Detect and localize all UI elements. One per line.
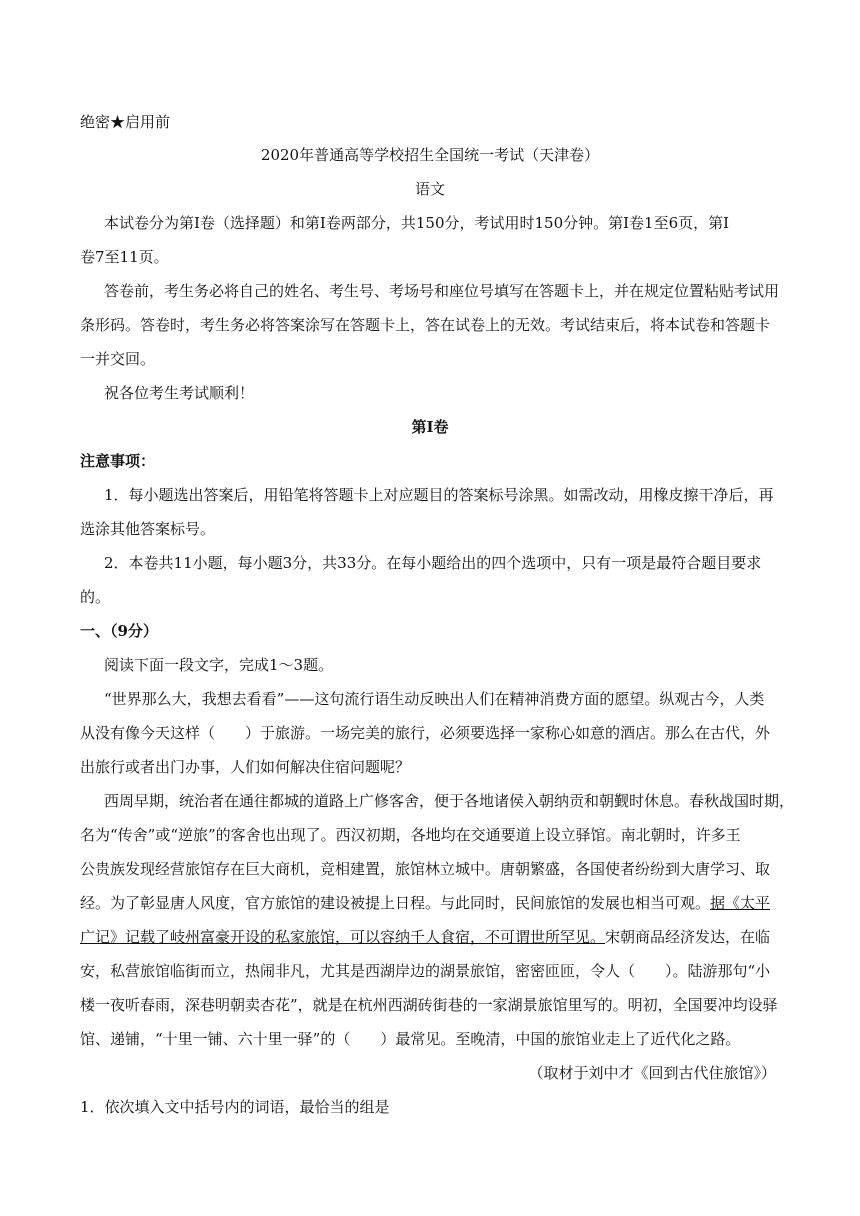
secret-label: 绝密★启用前 [80, 113, 171, 131]
passage-a-line3: 出旅行或者出门办事，人们如何解决住宿问题呢？ [80, 758, 411, 776]
intro-p2-line1: 答卷前，考生务必将自己的姓名、考生号、考场号和座位号填写在答题卡上，并在规定位置粘贴考试用 [104, 282, 780, 300]
question-1: 1．依次填入文中括号内的词语，最恰当的组是 [80, 1098, 390, 1116]
passage-b-line4-text: 经。为了彰显唐人风度，官方旅馆的建设被提上日程。与此同时，民间旅馆的发展也相当可观。 [80, 894, 711, 912]
part1-instruction: 阅读下面一段文字，完成1～3题。 [104, 656, 334, 674]
passage-b-line8: 馆、递铺，“十里一铺、六十里一驿”的（ ）最常见。至晚清，中国的旅馆业走上了近代化之路。 [80, 1030, 741, 1048]
underlined-sentence-end: 广记》记载了岐州富豪开设的私家旅馆，可以容纳千人食宿，不可谓世所罕见。 [80, 928, 606, 946]
intro-p2-line3: 一并交回。 [80, 350, 156, 368]
section-title: 第Ⅰ卷 [411, 418, 449, 436]
notice-1-line1: 1．每小题选出答案后，用铅笔将答题卡上对应题目的答案标号涂黑。如需改动，用橡皮擦干净后，再 [104, 486, 774, 504]
passage-b-line5 [80, 927, 770, 947]
notice-2-line2: 的。 [80, 588, 111, 606]
passage-b-line6: 安，私营旅馆临街而立，热闹非凡，尤其是西湖岸边的湖景旅馆，密密匝匝，令人（ ）。陆游那句“小 [80, 962, 771, 980]
notice-heading: 注意事项： [80, 452, 156, 470]
exam-title: 2020年普通高等学校招生全国统一考试（天津卷） [260, 146, 600, 164]
passage-b-line3: 公贵族发现经营旅馆存在巨大商机，竞相建置，旅馆林立城中。唐朝繁盛，各国使者纷纷到大唐学习、取 [80, 860, 771, 878]
passage-b-line1: 西周早期，统治者在通往都城的道路上广修客舍，便于各地诸侯入朝纳贡和朝觐时休息。春秋战国时期， [104, 792, 795, 810]
passage-a-line1: “世界那么大，我想去看看”——这句流行语生动反映出人们在精神消费方面的愿望。纵观古今，人类 [104, 690, 765, 708]
notice-1-line2: 选涂其他答案标号。 [80, 520, 216, 538]
notice-2-line1: 2．本卷共11小题，每小题3分，共33分。在每小题给出的四个选项中，只有一项是最符合题目要求 [104, 554, 762, 572]
intro-p3: 祝各位考生考试顺利！ [104, 384, 255, 402]
subject-title: 语文 [414, 180, 445, 198]
passage-a-line2: 从没有像今天这样（ ）于旅游。一场完美的旅行，必须要选择一家称心如意的酒店。那么在古代，外 [80, 724, 771, 742]
passage-b-line5-text: 宋朝商品经济发达，在临 [605, 928, 771, 946]
passage-b-line7: 楼一夜听春雨，深巷明朝卖杏花”，就是在杭州西湖砖街巷的一家湖景旅馆里写的。明初，全国要冲均设驿 [80, 996, 778, 1014]
passage-b-line4 [80, 893, 770, 913]
intro-p1-line1: 本试卷分为第Ⅰ卷（选择题）和第Ⅰ卷两部分，共150分，考试用时150分钟。第Ⅰ卷1至6页，第Ⅰ [104, 214, 730, 232]
part1-heading: 一、（9分） [80, 622, 158, 640]
intro-p2-line2: 条形码。答卷时，考生务必将答案涂写在答题卡上，答在试卷上的无效。考试结束后，将本试卷和答题卡 [80, 316, 771, 334]
passage-b-line2: 名为“传舍”或“逆旅”的客舍也出现了。西汉初期，各地均在交通要道上设立驿馆。南北朝时，许多王 [80, 826, 741, 844]
intro-p1-line2: 卷7至11页。 [80, 248, 169, 266]
passage-source: （取材于刘中才《回到古代住旅馆》） [528, 1064, 776, 1082]
underlined-sentence-start: 据《太平 [710, 894, 771, 912]
